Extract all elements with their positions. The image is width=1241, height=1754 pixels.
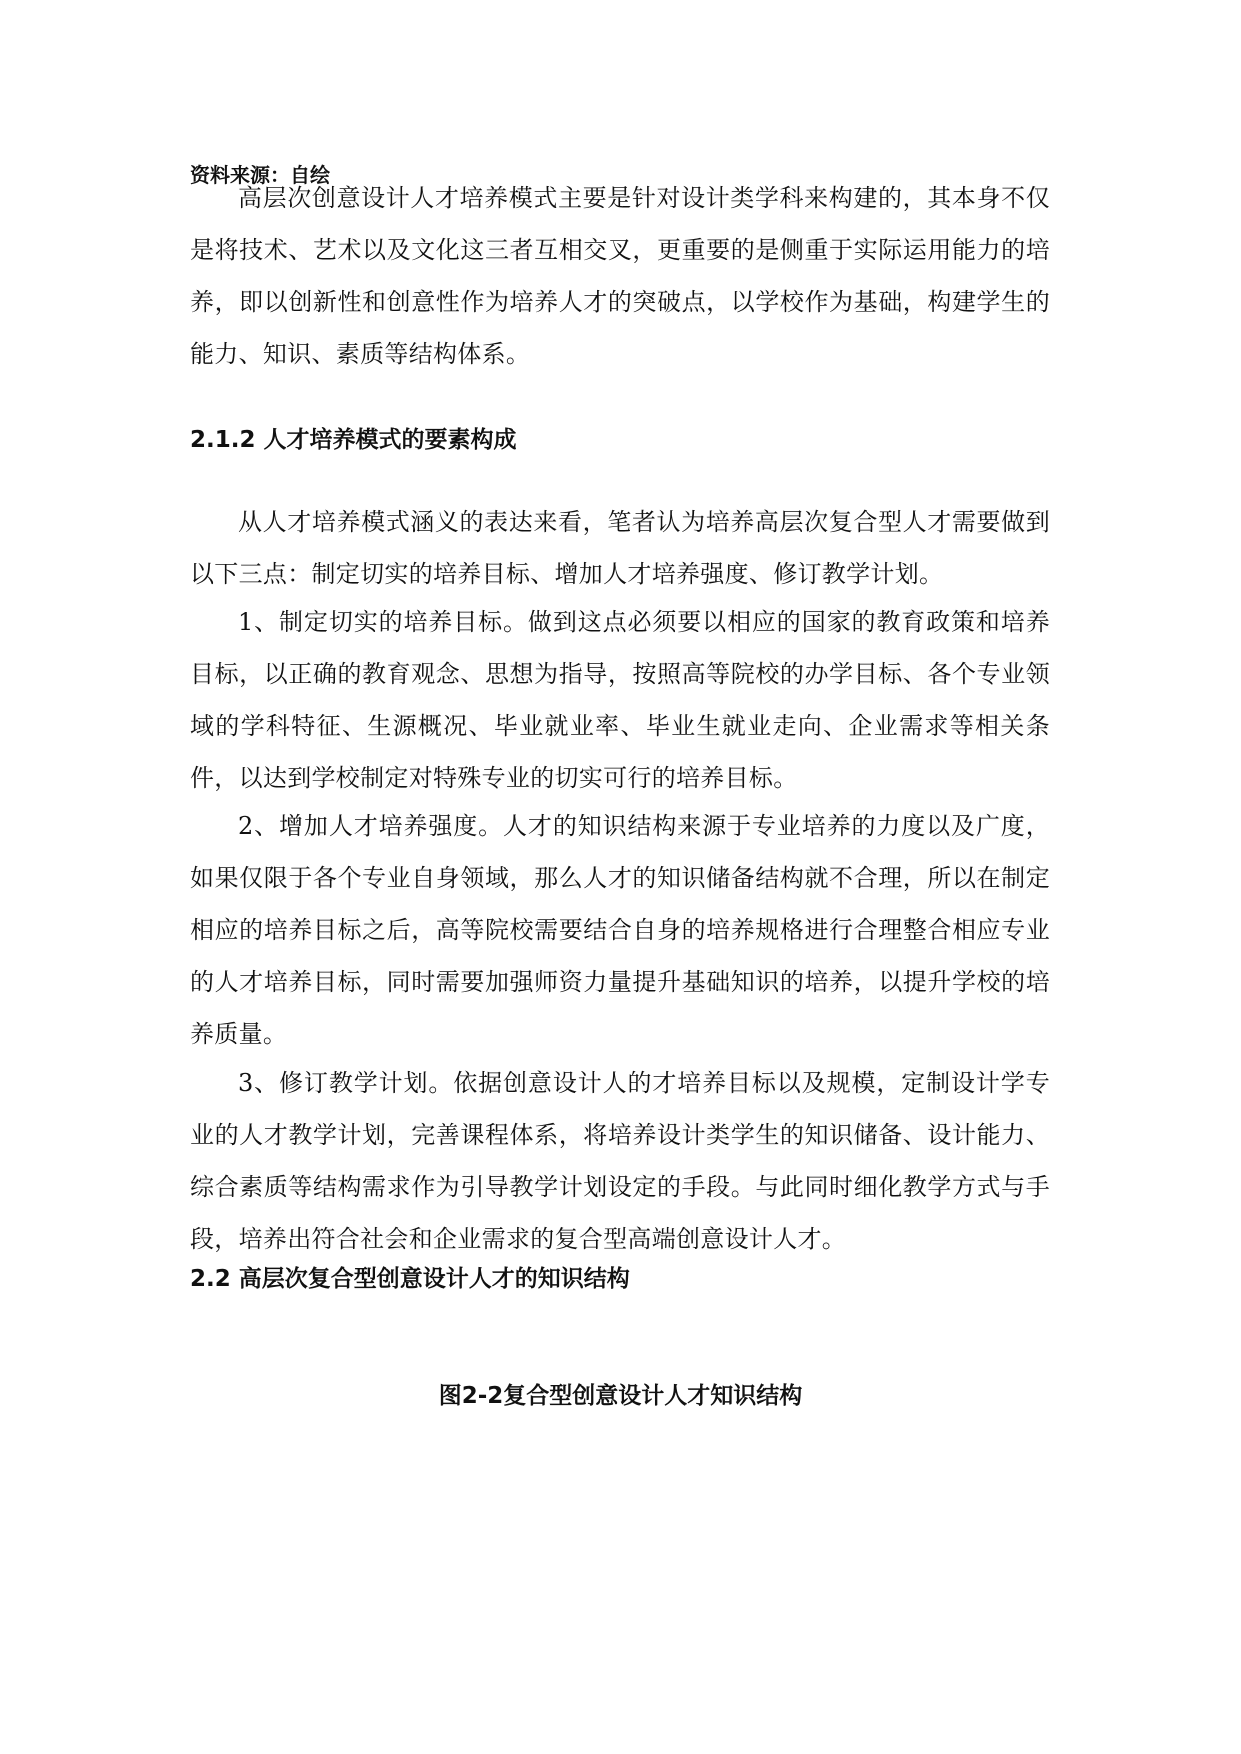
point-1-paragraph: 1、制定切实的培养目标。做到这点必须要以相应的国家的教育政策和培养目标，以正确的教育观念、思想为指导，按照高等院校的办学目标、各个专业领域的学科特征、生源概况、毕业就业率、毕业生就业走向、企业需求等相关条件，以达到学校制定对特殊专业的切实可行的培养目标。 — [190, 608, 1050, 792]
source-note: 资料来源：自绘 — [190, 163, 330, 187]
figure-caption: 图2-2复合型创意设计人才知识结构 — [438, 1383, 803, 1409]
point-3-paragraph: 3、修订教学计划。依据创意设计人的才培养目标以及规模，定制设计学专业的人才教学计划，完善课程体系，将培养设计类学生的知识储备、设计能力、综合素质等结构需求作为引导教学计划设定的手段。与此同时细化教学方式与手段，培养出符合社会和企业需求的复合型高端创意设计人才。 — [190, 1069, 1050, 1253]
intro-paragraph: 高层次创意设计人才培养模式主要是针对设计类学科来构建的，其本身不仅是将技术、艺术以及文化这三者互相交叉，更重要的是侧重于实际运用能力的培养，即以创新性和创意性作为培养人才的突破点，以学校作为基础，构建学生的能力、知识、素质等结构体系。 — [190, 184, 1050, 368]
point-2-paragraph: 2、增加人才培养强度。人才的知识结构来源于专业培养的力度以及广度，如果仅限于各个专业自身领域，那么人才的知识储备结构就不合理，所以在制定相应的培养目标之后，高等院校需要结合自身的培养规格进行合理整合相应专业的人才培养目标，同时需要加强师资力量提升基础知识的培养，以提升学校的培养质量。 — [190, 812, 1050, 1048]
overview-paragraph: 从人才培养模式涵义的表达来看，笔者认为培养高层次复合型人才需要做到以下三点：制定切实的培养目标、增加人才培养强度、修订教学计划。 — [190, 508, 1050, 588]
section-heading-2-1-2: 2.1.2 人才培养模式的要素构成 — [190, 427, 517, 453]
section-heading-2-2: 2.2 高层次复合型创意设计人才的知识结构 — [190, 1266, 630, 1292]
